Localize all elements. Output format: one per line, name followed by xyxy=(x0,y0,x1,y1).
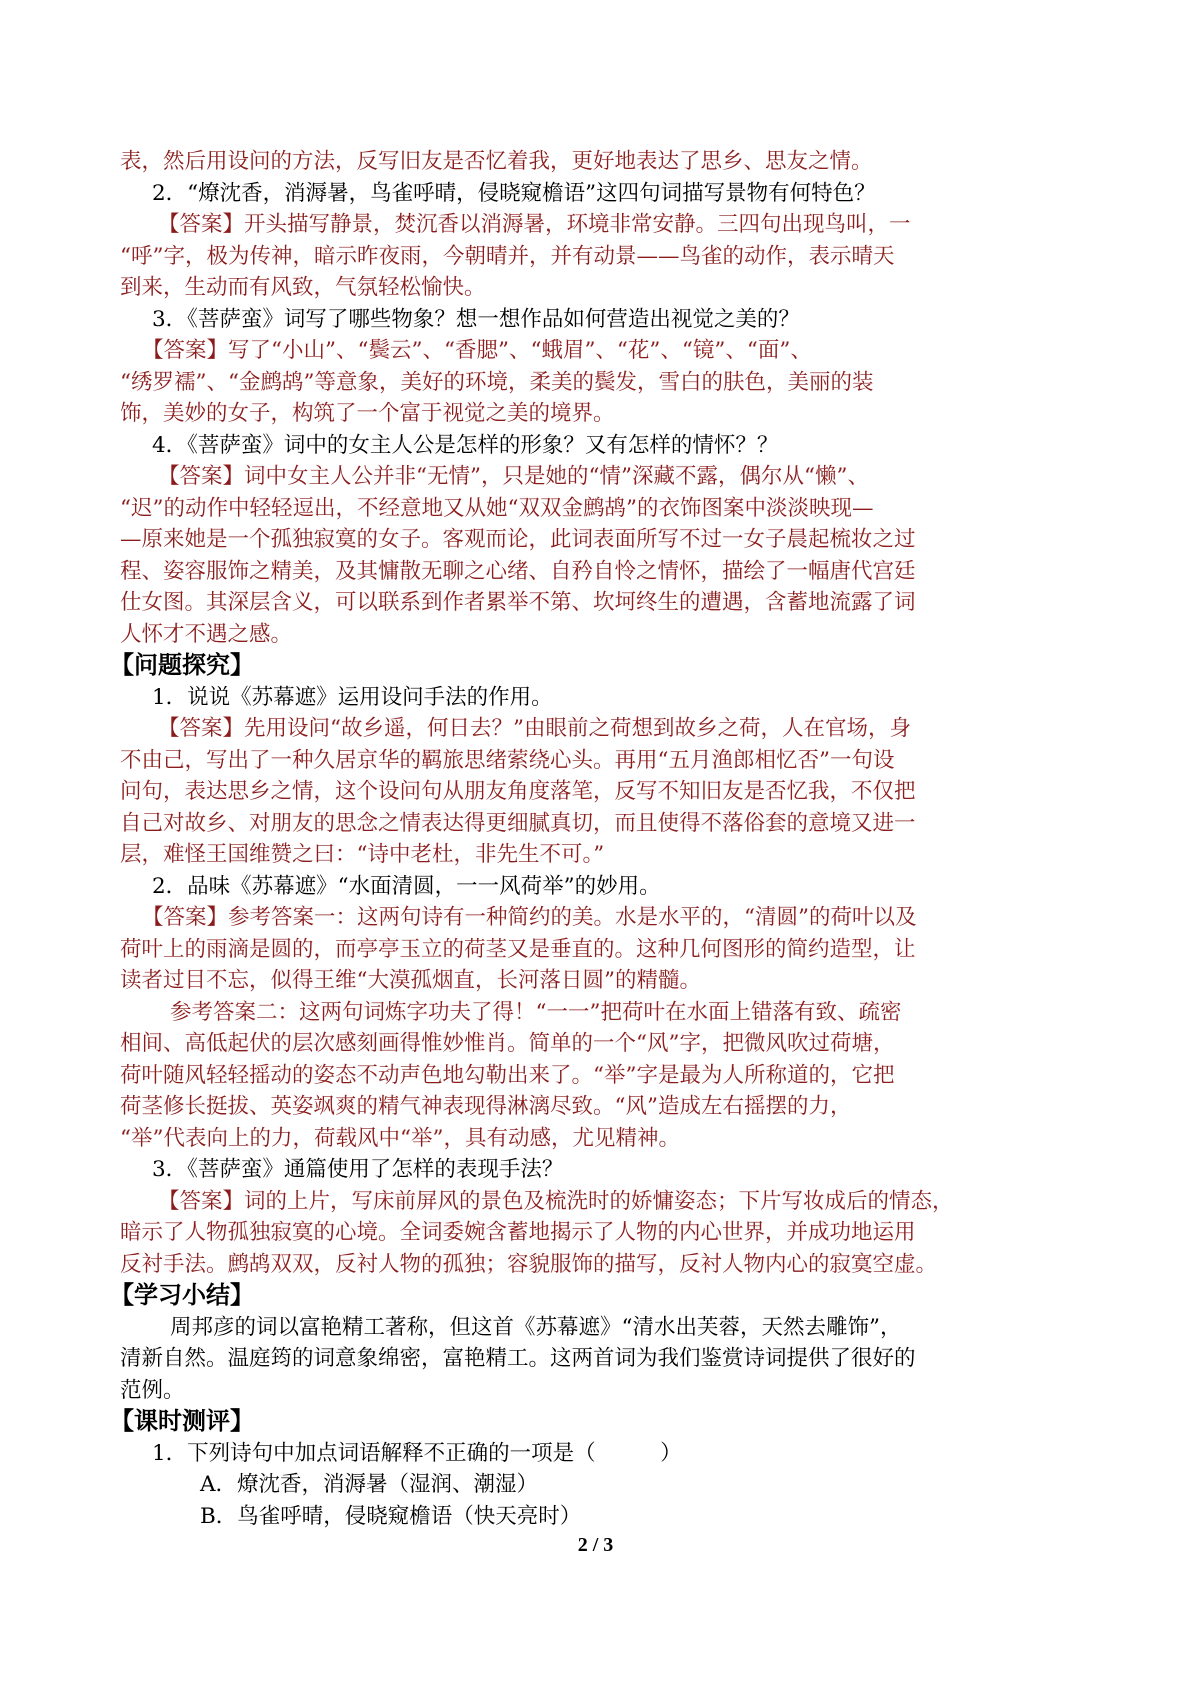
answer-line: 参考答案二：这两句词炼字功夫了得！“一一”把荷叶在水面上错落有致、疏密 xyxy=(170,999,902,1025)
answer-line: “绣罗襦”、“金鹧鸪”等意象，美好的环境，柔美的鬓发，雪白的肤色，美丽的装 xyxy=(120,369,874,395)
question-4: 4．《菩萨蛮》词中的女主人公是怎样的形象？又有怎样的情怀？？ xyxy=(152,432,779,458)
page-content xyxy=(110,146,1050,1532)
option-b: B．鸟雀呼晴，侵晓窥檐语（快天亮时） xyxy=(200,1503,582,1529)
answer-line: 【答案】写了“小山”、“鬓云”、“香腮”、“蛾眉”、“花”、“镜”、“面”、 xyxy=(142,338,812,363)
answer-line: 表，然后用设问的方法，反写旧友是否忆着我，更好地表达了思乡、思友之情。 xyxy=(120,149,873,174)
answer-line: 暗示了人物孤独寂寞的心境。全词委婉含蓄地揭示了人物的内心世界，并成功地运用 xyxy=(120,1220,916,1245)
answer-line: —原来她是一个孤独寂寞的女子。客观而论，此词表面所写不过一女子晨起梳妆之过 xyxy=(120,527,916,552)
answer-line: 问句，表达思乡之情，这个设问句从朋友角度落笔，反写不知旧友是否忆我，不仅把 xyxy=(120,779,916,804)
answer-line: 层，难怪王国维赞之曰：“诗中老杜，非先生不可。” xyxy=(120,842,605,867)
answer-line: 仕女图。其深层含义，可以联系到作者累举不第、坎坷终生的遭遇，含蓄地流露了词 xyxy=(120,590,916,615)
answer-line: 到来，生动而有风致，气氛轻松愉快。 xyxy=(120,275,486,300)
section-heading-study-summary: 【学习小结】 xyxy=(110,1281,254,1309)
page-number: 2 / 3 xyxy=(577,1534,614,1556)
section-heading-lesson-test: 【课时测评】 xyxy=(110,1407,254,1435)
answer-line: “迟”的动作中轻轻逗出，不经意地又从她“双双金鹧鸪”的衣饰图案中淡淡映现— xyxy=(120,495,874,521)
answer-line: 读者过目不忘，似得王维“大漠孤烟直，长河落日圆”的精髓。 xyxy=(120,968,701,993)
summary-line: 范例。 xyxy=(120,1377,185,1403)
answer-line: 荷茎修长挺拔、英姿飒爽的精气神表现得淋漓尽致。“风”造成左右摇摆的力， xyxy=(120,1094,852,1119)
answer-line: 程、姿容服饰之精美，及其慵散无聊之心绪、自矜自怜之情怀，描绘了一幅唐代宫廷 xyxy=(120,558,916,584)
answer-line: 饰，美妙的女子，构筑了一个富于视觉之美的境界。 xyxy=(120,401,615,426)
answer-line: “举”代表向上的力，荷载风中“举”，具有动感，尤见精神。 xyxy=(120,1125,680,1151)
answer-line: 荷叶随风轻轻摇动的姿态不动声色地勾勒出来了。“举”字是最为人所称道的，它把 xyxy=(120,1062,895,1088)
answer-line: 相间、高低起伏的层次感刻画得惟妙惟肖。简单的一个“风”字，把微风吹过荷塘， xyxy=(120,1031,895,1056)
answer-line: 反衬手法。鹧鸪双双，反衬人物的孤独；容貌服饰的描写，反衬人物内心的寂寞空虚。 xyxy=(120,1251,938,1277)
answer-line: “呼”字，极为传神，暗示昨夜雨，今朝晴并，并有动景——鸟雀的动作，表示晴天 xyxy=(120,243,895,269)
summary-line: 周邦彦的词以富艳精工著称，但这首《苏幕遮》“清水出芙蓉，天然去雕饰”， xyxy=(170,1314,902,1340)
question-3: 3．《菩萨蛮》通篇使用了怎样的表现手法？ xyxy=(152,1157,564,1182)
option-a: A．燎沈香，消溽暑（湿润、潮湿） xyxy=(200,1472,539,1497)
answer-line: 人怀才不遇之感。 xyxy=(120,621,293,647)
section-heading-problem-inquiry: 【问题探究】 xyxy=(110,651,254,679)
question-1: 1．说说《苏幕遮》运用设问手法的作用。 xyxy=(152,684,553,710)
answer-line: 【答案】词的上片，写床前屏风的景色及梳洗时的娇慵姿态；下片写妆成后的情态， xyxy=(158,1188,954,1214)
answer-line: 【答案】参考答案一：这两句诗有一种简约的美。水是水平的，“清圆”的荷叶以及 xyxy=(142,905,917,930)
answer-line: 自己对故乡、对朋友的思念之情表达得更细腻真切，而且使得不落俗套的意境又进一 xyxy=(120,810,916,836)
question-3: 3．《菩萨蛮》词写了哪些物象？想一想作品如何营造出视觉之美的？ xyxy=(152,306,800,332)
summary-line: 清新自然。温庭筠的词意象绵密，富艳精工。这两首词为我们鉴赏诗词提供了很好的 xyxy=(120,1346,916,1371)
test-question-1: 1．下列诗句中加点词语解释不正确的一项是（ ） xyxy=(152,1440,682,1466)
answer-line: 【答案】先用设问“故乡遥，何日去？”由眼前之荷想到故乡之荷，人在官场，身 xyxy=(158,716,911,741)
answer-line: 【答案】词中女主人公并非“无情”，只是她的“情”深藏不露，偶尔从“懒”、 xyxy=(158,464,869,489)
question-2: 2．“燎沈香，消溽暑，鸟雀呼晴，侵晓窥檐语”这四句词描写景物有何特色？ xyxy=(152,180,876,206)
question-2: 2．品味《苏幕遮》“水面清圆，一一风荷举”的妙用。 xyxy=(152,873,661,899)
answer-line: 【答案】开头描写静景，焚沉香以消溽暑，环境非常安静。三四句出现鸟叫，一 xyxy=(158,212,911,237)
answer-line: 不由己，写出了一种久居京华的羁旅思绪萦绕心头。再用“五月渔郎相忆否”一句设 xyxy=(120,747,895,773)
answer-line: 荷叶上的雨滴是圆的，而亭亭玉立的荷茎又是垂直的。这种几何图形的简约造型，让 xyxy=(120,936,916,962)
